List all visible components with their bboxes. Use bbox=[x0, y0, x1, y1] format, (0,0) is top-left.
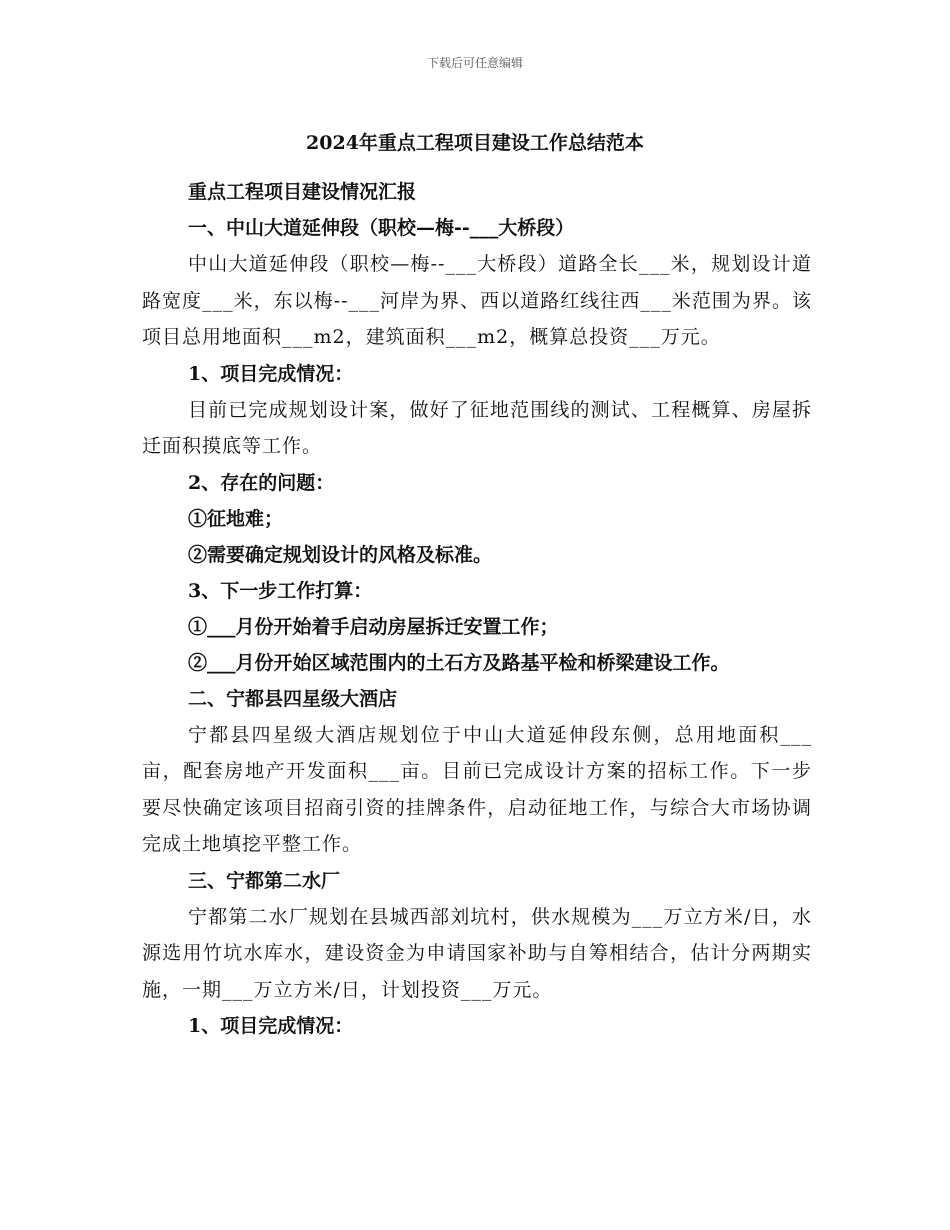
problem-item-1: ①征地难； bbox=[188, 507, 284, 530]
section-1-subparagraph-1: 目前已完成规划设计案，做好了征地范围线的测试、工程概算、房屋拆迁面积摸底等工作。 bbox=[142, 398, 812, 457]
section-3-heading: 三、宁都第二水厂 bbox=[188, 869, 341, 892]
section-1-paragraph: 中山大道延伸段（职校—梅--___大桥段）道路全长___米，规划设计道路宽度___米，东以梅--___河岸为界、西以道路红线往西___米范围为界。该项目总用地面积___m2，建筑面积___m2，概算总投资___万元。 bbox=[142, 253, 812, 348]
section-1-subheading-3: 3、下一步工作打算： bbox=[188, 579, 373, 602]
document-title: 2024年重点工程项目建设工作总结范本 bbox=[306, 132, 644, 154]
section-1-heading: 一、中山大道延伸段（职校—梅--___大桥段） bbox=[188, 217, 575, 239]
section-1-subheading-1: 1、项目完成情况： bbox=[188, 362, 354, 385]
document-body bbox=[142, 174, 812, 1044]
report-heading: 重点工程项目建设情况汇报 bbox=[188, 181, 417, 203]
section-3-subheading-1: 1、项目完成情况： bbox=[188, 1015, 354, 1037]
plan-item-2: ②___月份开始区域范围内的土石方及路基平检和桥梁建设工作。 bbox=[188, 651, 730, 674]
page-header-note: 下载后可任意编辑 bbox=[426, 56, 523, 70]
plan-item-1: ①___月份开始着手启动房屋拆迁安置工作； bbox=[188, 615, 559, 638]
section-3-paragraph: 宁都第二水厂规划在县城西部刘坑村，供水规模为___万立方米/日，水源选用竹坑水库水，建设资金为申请国家补助与自筹相结合，估计分两期实施，一期___万立方米/日，计划投资___万元。 bbox=[142, 905, 812, 1001]
section-2-paragraph: 宁都县四星级大酒店规划位于中山大道延伸段东侧，总用地面积___亩，配套房地产开发面积___亩。目前已完成设计方案的招标工作。下一步要尽快确定该项目招商引资的挂牌条件，启动征地工作，与综合大市场协调完成土地填挖平整工作。 bbox=[142, 723, 812, 855]
section-1-subheading-2: 2、存在的问题： bbox=[188, 471, 335, 494]
problem-item-2: ②需要确定规划设计的风格及标准。 bbox=[188, 543, 493, 566]
section-2-heading: 二、宁都县四星级大酒店 bbox=[188, 687, 398, 710]
